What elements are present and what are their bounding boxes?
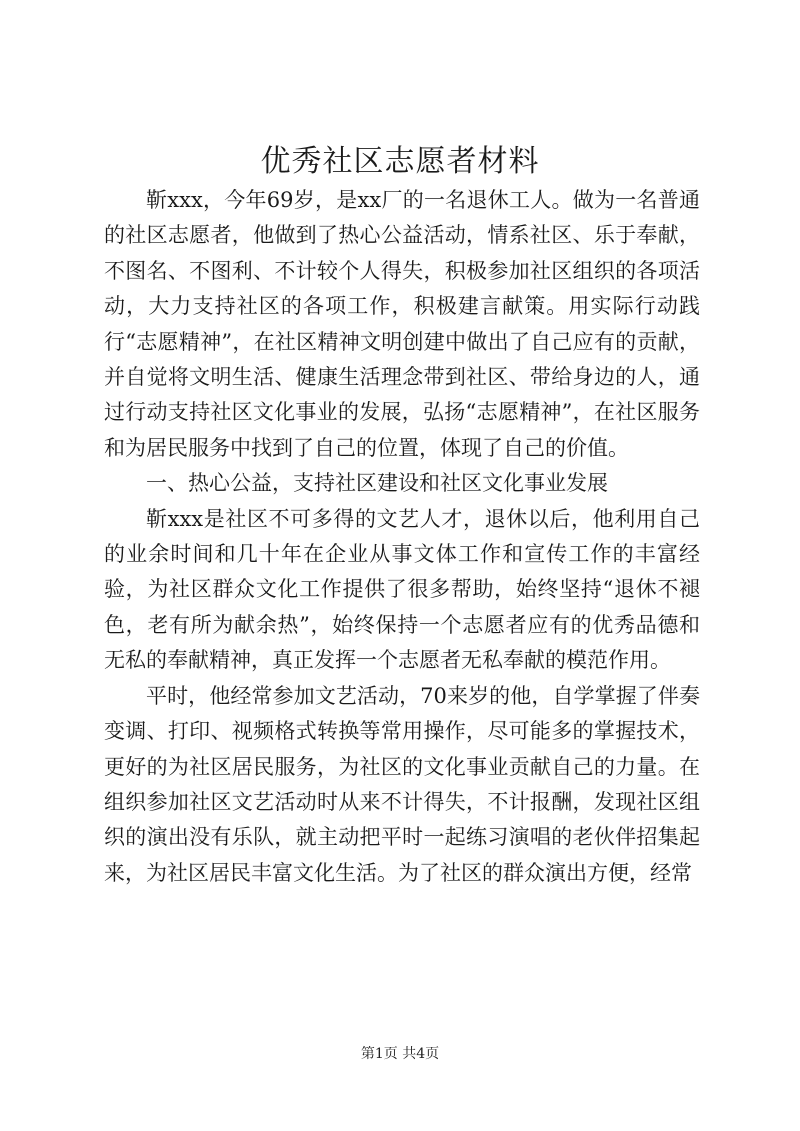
- paragraph-intro: 靳xxx，今年69岁，是xx厂的一名退休工人。做为一名普通的社区志愿者，他做到了热心公益活动，情系社区、乐于奉献，不图名、不图利、不计较个人得失，积极参加社区组织的各项活动，大力支持社区的各项工作，积极建言献策。用实际行动践行“志愿精神”，在社区精神文明创建中做出了自己应有的贡献，并自觉将文明生活、健康生活理念带到社区、带给身边的人，通过行动支持社区文化事业的发展，弘扬“志愿精神”，在社区服务和为居民服务中找到了自己的位置，体现了自己的价值。: [104, 188, 700, 460]
- paragraph-section-2: 平时，他经常参加文艺活动，70来岁的他，自学掌握了伴奏变调、打印、视频格式转换等常用操作，尽可能多的掌握技术，更好的为社区居民服务，为社区的文化事业贡献自己的力量。在组织参加社区文艺活动时从来不计得失，不计报酬，发现社区组织的演出没有乐队，就主动把平时一起练习演唱的老伙伴招集起来，为社区居民丰富文化生活。为了社区的群众演出方便，经常: [104, 683, 700, 885]
- document-title: 优秀社区志愿者材料: [260, 144, 540, 179]
- page-number-footer: 第1页 共4页: [360, 1046, 440, 1062]
- document-body: [104, 183, 700, 891]
- section-heading: 一、热心公益，支持社区建设和社区文化事业发展: [146, 471, 608, 496]
- paragraph-section-1: 靳xxx是社区不可多得的文艺人才，退休以后，他利用自己的业余时间和几十年在企业从事文体工作和宣传工作的丰富经验，为社区群众文化工作提供了很多帮助，始终坚持“退休不褪色，老有所为献余热”，始终保持一个志愿者应有的优秀品德和无私的奉献精神，真正发挥一个志愿者无私奉献的模范作用。: [104, 506, 700, 673]
